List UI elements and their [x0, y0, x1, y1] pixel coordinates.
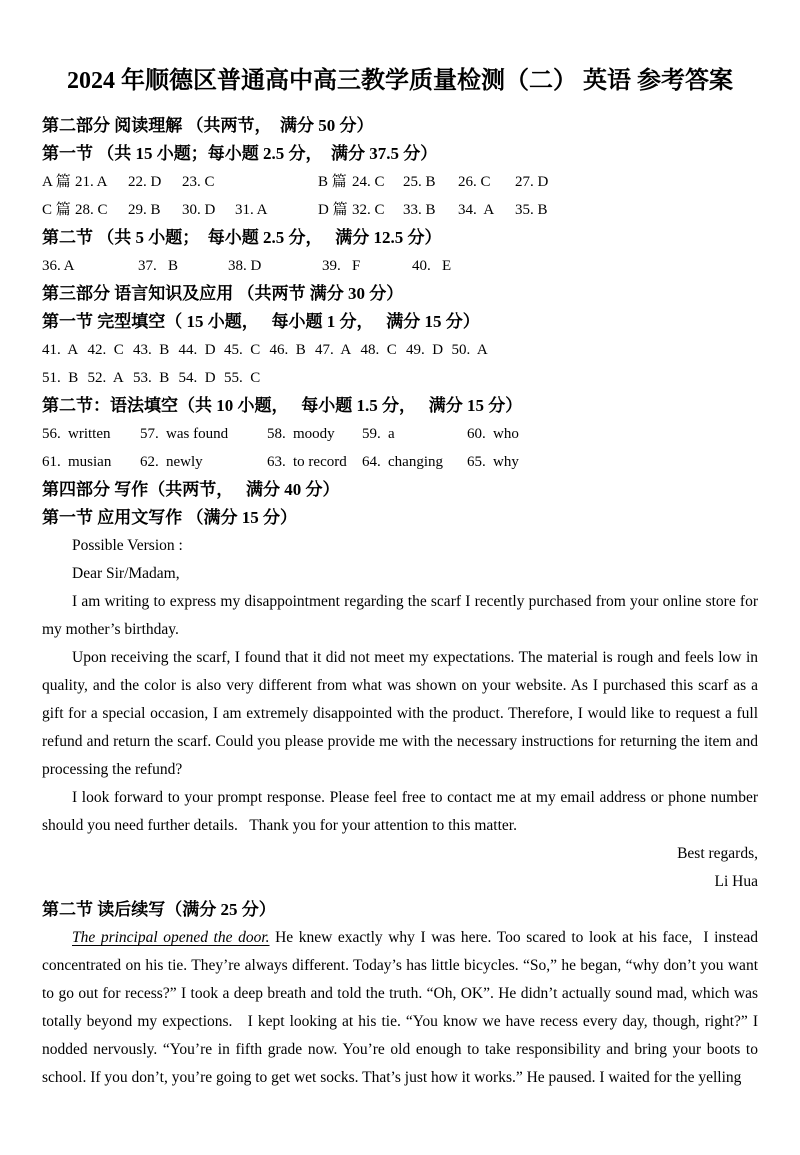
- part3-cloze-header: 第一节 完型填空（ 15 小题， 每小题 1 分， 满分 15 分）: [42, 312, 480, 331]
- answer-number: 60.: [467, 426, 486, 442]
- answer-item: 24. C: [352, 174, 385, 190]
- answer-item: 37. B: [138, 258, 179, 274]
- answer-item: 32. C: [352, 202, 385, 218]
- answer-item: 44. D: [178, 342, 216, 358]
- continuation-lead-sentence: The principal opened the door.: [72, 929, 270, 946]
- answer-number: 64.: [362, 454, 381, 470]
- answer-word: newly: [166, 454, 203, 470]
- part4-header: 第四部分 写作（共两节， 满分 40 分）: [42, 480, 340, 499]
- answer-item: 23. C: [182, 174, 215, 190]
- answer-word: written: [68, 426, 111, 442]
- answer-item: [267, 448, 362, 476]
- answer-item: [362, 448, 467, 476]
- answer-item: [140, 448, 267, 476]
- grammar-answers-row-1: [42, 420, 758, 448]
- answer-item: 34. A: [458, 202, 495, 218]
- possible-version-label: Possible Version :: [72, 537, 183, 554]
- answer-item: 41. A: [42, 342, 79, 358]
- answer-number: 59.: [362, 426, 381, 442]
- answer-item: 55. C: [224, 370, 261, 386]
- continuation-paragraph: [42, 924, 758, 1092]
- answer-item: 45. C: [224, 342, 261, 358]
- answer-number: 57.: [140, 426, 159, 442]
- answer-item: 36. A: [42, 258, 75, 274]
- part3-grammar-header: 第二节：语法填空（共 10 小题， 每小题 1.5 分， 满分 15 分）: [42, 396, 523, 415]
- answer-item: 48. C: [360, 342, 397, 358]
- answer-item: 30. D: [182, 202, 216, 218]
- part4-section1-header: 第一节 应用文写作 （满分 15 分）: [42, 508, 297, 527]
- part2-header: 第二部分 阅读理解 （共两节， 满分 50 分）: [42, 116, 374, 135]
- answer-item: 27. D: [515, 174, 549, 190]
- answer-item: 52. A: [87, 370, 124, 386]
- answer-item: [467, 448, 758, 476]
- answer-number: 63.: [267, 454, 286, 470]
- grammar-answers-row-2: [42, 448, 758, 476]
- letter-closing: Best regards,: [677, 845, 758, 862]
- seven-select-answers-row: [42, 252, 758, 280]
- answer-item: 26. C: [458, 174, 491, 190]
- answer-word: moody: [293, 426, 335, 442]
- letter-signature: Li Hua: [714, 873, 758, 890]
- cloze-answers-row-2: [42, 364, 758, 392]
- passage-a-label: A 篇: [42, 174, 71, 190]
- answer-item: 49. D: [406, 342, 444, 358]
- answer-item: 33. B: [403, 202, 436, 218]
- answer-item: [42, 420, 140, 448]
- part4-section2-header: 第二节 读后续写（满分 25 分）: [42, 900, 276, 919]
- part2-section2-header: 第二节 （共 5 小题； 每小题 2.5 分， 满分 12.5 分）: [42, 228, 442, 247]
- reading-answers-row-1: [42, 168, 758, 196]
- answer-word: a: [388, 426, 395, 442]
- answer-number: 65.: [467, 454, 486, 470]
- passage-d-label: D 篇: [318, 202, 348, 218]
- passage-b-label: B 篇: [318, 174, 347, 190]
- page-title: 2024 年顺德区普通高中高三教学质量检测（二） 英语 参考答案: [67, 68, 733, 94]
- answer-word: why: [493, 454, 519, 470]
- answer-item: 47. A: [315, 342, 352, 358]
- answer-item: 28. C: [75, 202, 108, 218]
- answer-item: 29. B: [128, 202, 161, 218]
- answer-number: 61.: [42, 454, 61, 470]
- letter-paragraph-3: I look forward to your prompt response. Please feel free to contact me at my email address or phone number should you need further details. Thank you for your attention to this matter.: [42, 789, 758, 834]
- answer-item: 35. B: [515, 202, 548, 218]
- answer-item: [42, 448, 140, 476]
- answer-word: was found: [166, 426, 229, 442]
- answer-item: 51. B: [42, 370, 79, 386]
- answer-item: [140, 420, 267, 448]
- answer-item: 25. B: [403, 174, 436, 190]
- part3-header: 第三部分 语言知识及应用 （共两节 满分 30 分）: [42, 284, 404, 303]
- answer-item: 43. B: [133, 342, 170, 358]
- answer-item: 38. D: [228, 258, 262, 274]
- answer-number: 62.: [140, 454, 159, 470]
- answer-item: 42. C: [87, 342, 124, 358]
- answer-item: [362, 420, 467, 448]
- answer-word: to record: [293, 454, 347, 470]
- answer-item: 53. B: [133, 370, 170, 386]
- part2-section1-header: 第一节 （共 15 小题；每小题 2.5 分， 满分 37.5 分）: [42, 144, 438, 163]
- answer-item: [467, 420, 758, 448]
- answer-number: 56.: [42, 426, 61, 442]
- answer-item: 21. A: [75, 174, 108, 190]
- answer-item: 46. B: [269, 342, 306, 358]
- continuation-text: He knew exactly why I was here. Too scared to look at his face, I instead concentrated on his tie. They’re always different. Today’s has little bicycles. “So,” he began, “why don’t you want to go out for recess?” I took a deep breath and told the truth. “Oh, OK”. He didn’t actually sound mad, which was totally beyond my expections. I kept looking at his tie. “You know we have recess every day, though, right?” I nodded nervously. “You’re in fifth grade now. You’re old enough to take responsibility and bring your boots to school. If you don’t, you’re going to get wet socks. That’s just how it works.” He paused. I waited for the yelling: [42, 929, 758, 1086]
- reading-answers-row-2: [42, 196, 758, 224]
- answer-item: 54. D: [178, 370, 216, 386]
- answer-number: 58.: [267, 426, 286, 442]
- letter-salutation: Dear Sir/Madam,: [72, 565, 180, 582]
- letter-paragraph-2: Upon receiving the scarf, I found that it did not meet my expectations. The material is rough and feels low in quality, and the color is also very different from what was shown on your website. As I purchased this scarf as a gift for a special occasion, I am extremely disappointed with the product. Therefore, I would like to request a full refund and return the scarf. Could you please provide me with the necessary instructions for returning the item and processing the refund?: [42, 649, 758, 778]
- answer-item: 31. A: [235, 202, 268, 218]
- passage-c-label: C 篇: [42, 202, 71, 218]
- answer-word: musian: [68, 454, 112, 470]
- answer-item: [267, 420, 362, 448]
- answer-word: who: [493, 426, 519, 442]
- answer-item: 40. E: [412, 258, 452, 274]
- answer-item: 39. F: [322, 258, 361, 274]
- answer-item: 50. A: [451, 342, 488, 358]
- cloze-answers-row-1: [42, 336, 758, 364]
- letter-paragraph-1: I am writing to express my disappointment regarding the scarf I recently purchased from your online store for my mother’s birthday.: [42, 593, 758, 638]
- answer-item: 22. D: [128, 174, 162, 190]
- answer-word: changing: [388, 454, 443, 470]
